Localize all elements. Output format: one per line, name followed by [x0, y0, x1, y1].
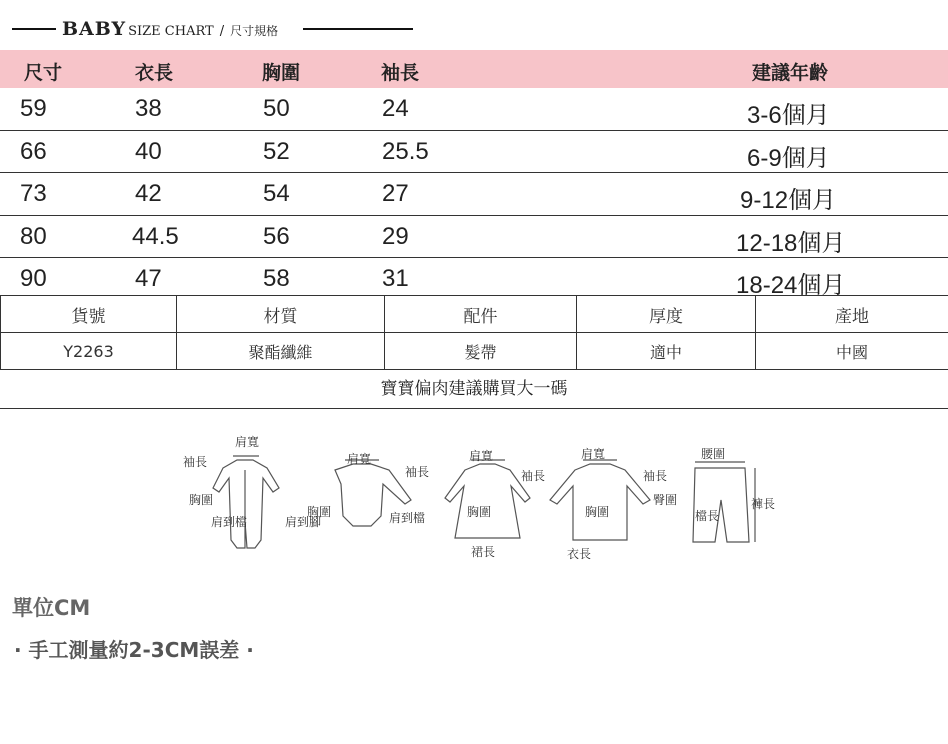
cell-length: 44.5 [132, 222, 179, 250]
unit-label: 單位CM [12, 596, 91, 620]
bodysuit-chest-label: 胸圍 [307, 505, 332, 519]
dress-length-label: 裙長 [471, 545, 496, 559]
cell-size: 90 [20, 265, 47, 292]
romper-shoulder-label: 肩寬 [235, 435, 260, 449]
subtitle-cn-label: 尺寸規格 [230, 24, 279, 38]
cell-age: 9-12個月 [740, 187, 837, 214]
title-rule-right [303, 28, 413, 30]
cell-age: 6-9個月 [747, 144, 830, 172]
dress-outline [445, 464, 530, 538]
col-header-chest: 胸圍 [262, 62, 301, 84]
col-header-size: 尺寸 [24, 62, 63, 84]
cell-sleeve: 24 [382, 95, 409, 122]
bodysuit-crotch-label: 肩到檔 [389, 511, 426, 525]
col-header-age: 建議年齡 [752, 62, 829, 84]
pants-waist-label: 腰圍 [701, 447, 726, 461]
size-chart-title [0, 14, 948, 44]
cell-chest: 52 [263, 137, 290, 165]
table-row [0, 216, 948, 259]
top-chest-label: 胸圍 [585, 505, 610, 519]
bodysuit-shoulder-label: 肩寬 [347, 452, 372, 466]
info-header-row [1, 296, 948, 333]
top-length-label: 衣長 [567, 547, 592, 561]
info-value-material: 聚酯纖維 [177, 333, 385, 370]
romper-foot-label: 肩到腳 [285, 515, 322, 529]
brand-label: BABY [62, 18, 127, 40]
info-header-thickness: 厚度 [577, 296, 756, 333]
dress-shoulder-label: 肩寬 [469, 449, 494, 463]
info-header-accessory: 配件 [385, 296, 577, 333]
cell-size: 59 [20, 95, 47, 122]
info-value-row [1, 333, 948, 370]
info-header-origin: 產地 [756, 296, 948, 333]
col-header-sleeve: 袖長 [381, 62, 420, 84]
cell-sleeve: 27 [382, 180, 409, 207]
table-row [0, 131, 948, 174]
info-value-item-no: Y2263 [1, 333, 177, 370]
cell-sleeve: 31 [382, 265, 409, 292]
subtitle-label: SIZE CHART [128, 24, 214, 39]
cell-sleeve: 29 [382, 222, 409, 250]
table-row [0, 88, 948, 131]
top-sleeve-label: 袖長 [643, 469, 668, 483]
col-header-length: 衣長 [135, 62, 174, 84]
size-table [0, 50, 948, 300]
error-note: · 手工測量約2-3CM誤差 · [14, 638, 254, 662]
pants-rise-label: 檔長 [695, 509, 720, 523]
info-value-thickness: 適中 [577, 333, 756, 370]
title-rule-left [12, 28, 56, 30]
info-header-material: 材質 [177, 296, 385, 333]
info-value-origin: 中國 [756, 333, 948, 370]
top-shoulder-label: 肩寬 [581, 447, 606, 461]
product-info-table [0, 295, 948, 370]
pants-hip-label: 臀圍 [653, 493, 678, 507]
pants-outline [693, 468, 749, 542]
title-text [62, 18, 278, 40]
title-separator: / [219, 24, 225, 39]
table-row [0, 258, 948, 300]
cell-chest: 50 [263, 95, 290, 122]
cell-chest: 58 [263, 265, 290, 292]
table-row [0, 173, 948, 216]
cell-size: 73 [20, 180, 47, 207]
cell-age: 3-6個月 [747, 102, 830, 129]
info-value-accessory: 髮帶 [385, 333, 577, 370]
cell-sleeve: 25.5 [382, 137, 429, 165]
dress-sleeve-label: 袖長 [521, 469, 546, 483]
cell-chest: 56 [263, 222, 290, 250]
cell-age: 12-18個月 [736, 229, 846, 257]
cell-chest: 54 [263, 180, 290, 207]
top-outline [550, 464, 650, 540]
romper-sleeve-label: 袖長 [183, 455, 208, 469]
pants-length-label: 褲長 [751, 497, 775, 511]
dress-chest-label: 胸圍 [467, 505, 492, 519]
cell-age: 18-24個月 [736, 272, 846, 299]
cell-length: 40 [135, 137, 162, 165]
cell-length: 42 [135, 180, 162, 207]
romper-outline [213, 460, 279, 548]
romper-crotch-label: 肩到檔 [211, 515, 248, 529]
cell-size: 66 [20, 137, 47, 165]
cell-length: 38 [135, 95, 162, 122]
sizing-note: 寶寶偏肉建議購買大一碼 [0, 371, 948, 409]
romper-chest-label: 胸圍 [189, 493, 214, 507]
measurement-diagram [175, 430, 775, 580]
size-table-header [0, 50, 948, 88]
cell-size: 80 [20, 222, 47, 250]
bodysuit-sleeve-label: 袖長 [405, 465, 430, 479]
cell-length: 47 [135, 265, 162, 292]
info-header-item-no: 貨號 [1, 296, 177, 333]
